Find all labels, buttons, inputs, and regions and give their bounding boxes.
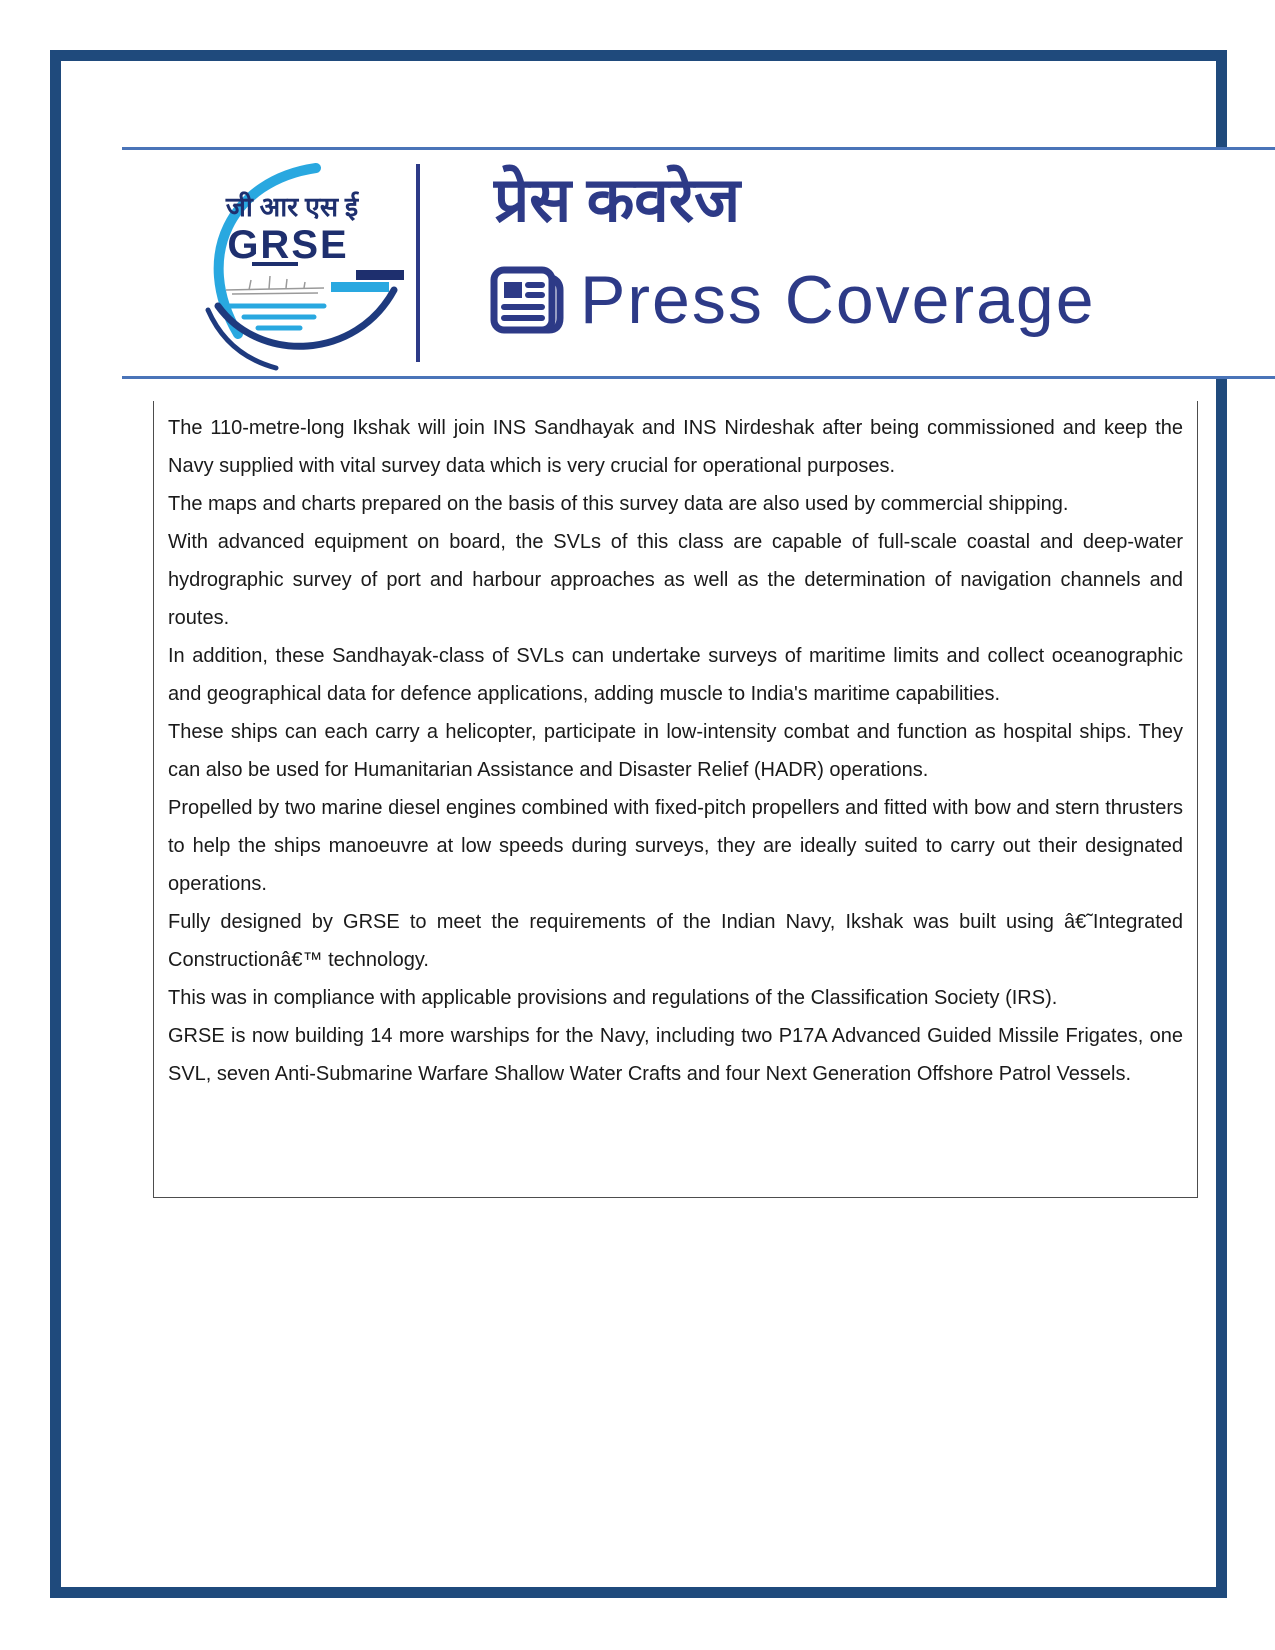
paragraph: With advanced equipment on board, the SVLs of this class are capable of full-scale coastal and deep-water hydrographic survey of port and harbour approaches as well as the determination of navigation channels and routes. bbox=[168, 531, 1183, 629]
grse-logo-icon bbox=[174, 158, 410, 372]
paragraph: These ships can each carry a helicopter, participate in low-intensity combat and function as hospital ships. They can also be used for Humanitarian Assistance and Disaster Relief (HADR) operations. bbox=[168, 721, 1183, 781]
paragraph: In addition, these Sandhayak-class of SVLs can undertake surveys of maritime limits and collect oceanographic and geographical data for defence applications, adding muscle to India's maritime capabilities. bbox=[168, 645, 1183, 705]
paragraph: The 110-metre-long Ikshak will join INS Sandhayak and INS Nirdeshak after being commissioned and keep the Navy supplied with vital survey data which is very crucial for operational purposes. bbox=[168, 417, 1183, 477]
paragraph: Fully designed by GRSE to meet the requirements of the Indian Navy, Ikshak was built using â€˜Integrated Constructionâ€™ technology. bbox=[168, 911, 1183, 971]
grse-logo bbox=[174, 158, 410, 372]
title-hindi: प्रेस कवरेज bbox=[494, 167, 741, 235]
header-divider bbox=[416, 164, 420, 362]
paragraph: This was in compliance with applicable provisions and regulations of the Classification Society (IRS). bbox=[168, 987, 1058, 1009]
article-body bbox=[153, 401, 1198, 1198]
paragraph: Propelled by two marine diesel engines combined with fixed-pitch propellers and fitted with bow and stern thrusters to help the ships manoeuvre at low speeds during surveys, they are ideally suited to carry out their designated operations. bbox=[168, 797, 1183, 895]
title-english-row bbox=[486, 252, 1096, 348]
newspaper-icon bbox=[486, 260, 566, 340]
title-english: Press Coverage bbox=[580, 262, 1096, 338]
paragraph: The maps and charts prepared on the basis of this survey data are also used by commercial shipping. bbox=[168, 493, 1069, 515]
paragraph: GRSE is now building 14 more warships for the Navy, including two P17A Advanced Guided Missile Frigates, one SVL, seven Anti-Submarine Warfare Shallow Water Crafts and four Next Generation Offshore Patrol Vessels. bbox=[168, 1025, 1183, 1085]
logo-acronym-text: GRSE bbox=[227, 223, 349, 267]
page-frame bbox=[50, 50, 1227, 1598]
logo-hindi-text: जी आर एस ई bbox=[225, 192, 359, 222]
press-coverage-header bbox=[122, 147, 1275, 379]
ship-sketch bbox=[226, 276, 324, 294]
